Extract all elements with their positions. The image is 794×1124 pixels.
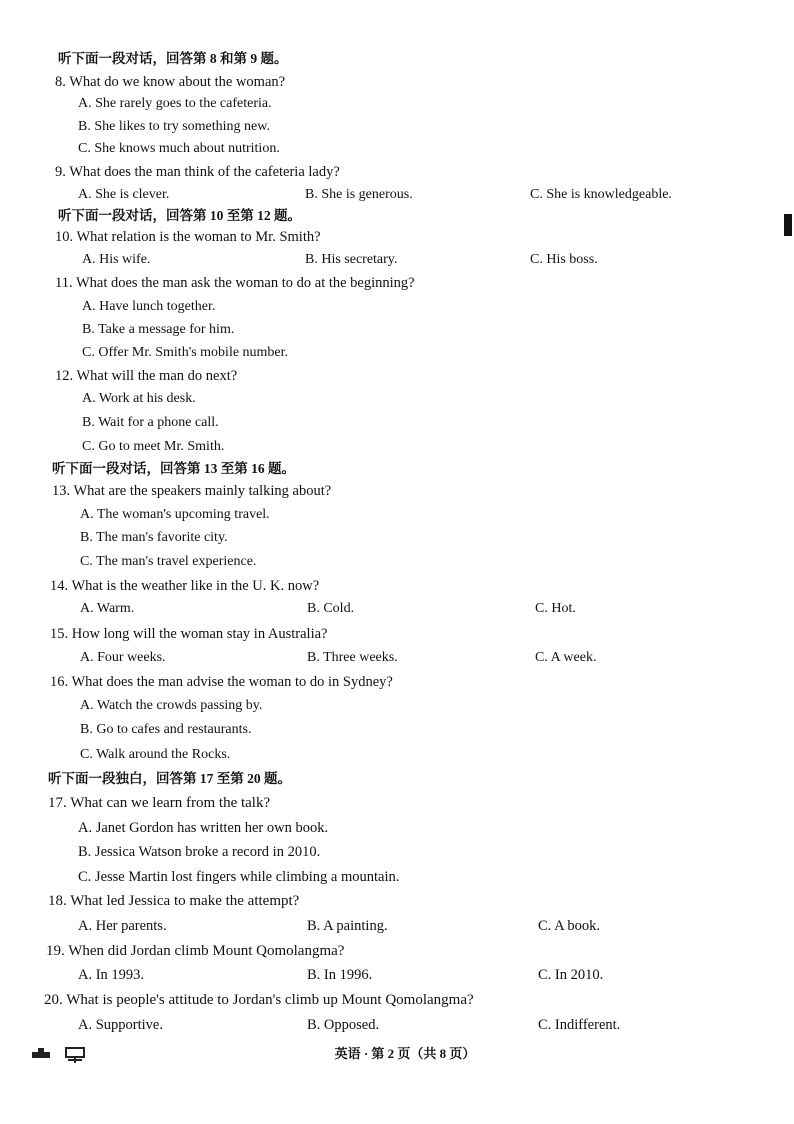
question-text: What does the man think of the cafeteria lady? (69, 164, 340, 180)
question-number: 12. (55, 368, 74, 384)
option-a: A. Four weeks. (80, 650, 166, 665)
question-number: 10. (55, 229, 74, 245)
option-b: B. Cold. (307, 601, 355, 616)
option-b: B. Three weeks. (307, 650, 398, 665)
option-c: C. Walk around the Rocks. (80, 747, 231, 762)
option-a: A. Supportive. (78, 1017, 163, 1033)
option-c: C. Indifferent. (538, 1017, 621, 1033)
section-instruction: 听下面一段对话，回答第 10 至第 12 题。 (58, 208, 301, 223)
question-15 (50, 625, 327, 643)
question-17 (48, 794, 270, 812)
question-20 (44, 991, 474, 1009)
option-c: C. Hot. (535, 601, 576, 616)
question-text: What will the man do next? (76, 368, 238, 384)
option-b: B. Wait for a phone call. (82, 415, 219, 430)
option-c: C. In 2010. (538, 967, 604, 983)
option-a: A. Watch the crowds passing by. (80, 698, 263, 713)
question-text: What does the man ask the woman to do at the beginning? (75, 275, 415, 291)
question-number: 9. (55, 164, 66, 180)
option-c: C. Jesse Martin lost fingers while climbing a mountain. (78, 869, 400, 885)
question-text: What is the weather like in the U. K. now? (71, 578, 320, 594)
question-number: 13. (52, 483, 71, 499)
option-b: B. The man's favorite city. (80, 530, 228, 545)
stamp-icon (64, 1046, 86, 1064)
option-a: A. Her parents. (78, 918, 167, 934)
page-footer: 英语 · 第 2 页（共 8 页） (334, 1046, 476, 1061)
section-instruction: 听下面一段对话，回答第 8 和第 9 题。 (58, 51, 288, 66)
question-number: 20. (44, 992, 63, 1008)
edge-mark (784, 214, 792, 236)
option-b: B. She is generous. (305, 187, 413, 202)
option-a: A. Have lunch together. (82, 299, 216, 314)
option-b: B. Opposed. (307, 1017, 380, 1033)
question-10 (55, 228, 321, 246)
section-instruction: 听下面一段对话，回答第 13 至第 16 题。 (52, 461, 295, 476)
option-b: B. She likes to try something new. (78, 119, 270, 134)
option-b: B. His secretary. (305, 252, 398, 267)
question-18 (48, 892, 299, 910)
option-b: B. A painting. (307, 918, 388, 934)
question-number: 16. (50, 674, 69, 690)
option-c: C. Go to meet Mr. Smith. (82, 439, 225, 454)
option-c: C. A week. (535, 650, 597, 665)
option-b: B. Take a message for him. (82, 322, 235, 337)
option-c: C. She knows much about nutrition. (78, 141, 280, 156)
question-text: What do we know about the woman? (69, 74, 286, 90)
question-8 (55, 73, 285, 91)
corner-mark (38, 1048, 44, 1058)
question-number: 17. (48, 795, 67, 811)
option-a: A. The woman's upcoming travel. (80, 507, 270, 522)
question-text: What relation is the woman to Mr. Smith? (76, 229, 321, 245)
question-14 (50, 577, 319, 595)
option-a: A. Janet Gordon has written her own book. (78, 820, 329, 836)
option-a: A. She is clever. (78, 187, 170, 202)
option-b: B. Jessica Watson broke a record in 2010. (78, 844, 321, 860)
question-text: What can we learn from the talk? (70, 795, 271, 811)
option-a: A. His wife. (82, 252, 151, 267)
question-number: 15. (50, 626, 69, 642)
question-number: 19. (46, 943, 65, 959)
option-a: A. Work at his desk. (82, 391, 196, 406)
option-c: C. A book. (538, 918, 601, 934)
option-c: C. His boss. (530, 252, 598, 267)
question-12 (55, 367, 237, 385)
option-c: C. Offer Mr. Smith's mobile number. (82, 345, 289, 360)
question-text: What led Jessica to make the attempt? (70, 893, 300, 909)
question-number: 14. (50, 578, 69, 594)
question-text: What are the speakers mainly talking about? (73, 483, 332, 499)
question-text: How long will the woman stay in Australia? (71, 626, 328, 642)
option-a: A. She rarely goes to the cafeteria. (78, 96, 272, 111)
question-number: 18. (48, 893, 67, 909)
question-text: What is people's attitude to Jordan's climb up Mount Qomolangma? (66, 992, 474, 1008)
question-number: 8. (55, 74, 66, 90)
option-b: B. In 1996. (307, 967, 373, 983)
question-text: What does the man advise the woman to do in Sydney? (71, 674, 393, 690)
question-number: 11. (55, 275, 73, 291)
question-text: When did Jordan climb Mount Qomolangma? (68, 943, 345, 959)
section-instruction: 听下面一段独白，回答第 17 至第 20 题。 (48, 771, 291, 786)
option-b: B. Go to cafes and restaurants. (80, 722, 252, 737)
option-c: C. She is knowledgeable. (530, 187, 672, 202)
option-c: C. The man's travel experience. (80, 554, 257, 569)
question-16 (50, 673, 393, 691)
question-13 (52, 482, 331, 500)
option-a: A. In 1993. (78, 967, 145, 983)
question-9 (55, 163, 340, 181)
question-11 (55, 274, 415, 292)
question-19 (46, 942, 344, 960)
option-a: A. Warm. (80, 601, 135, 616)
